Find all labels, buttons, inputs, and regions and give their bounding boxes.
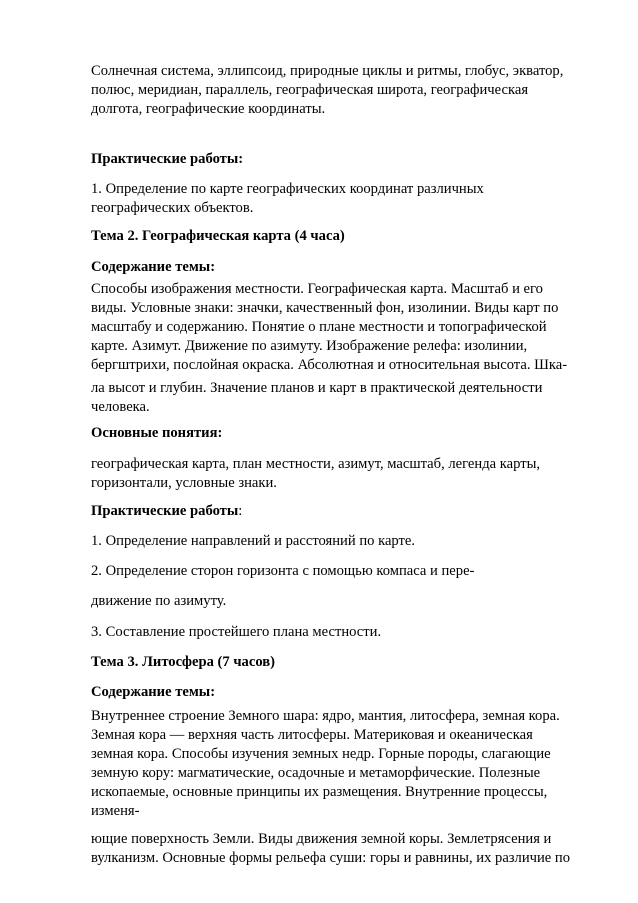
text-line: виды. Условные знаки: значки, качественный фон, изолинии. Виды карт по xyxy=(91,300,559,316)
text-line: ющие поверхность Земли. Виды движения земной коры. Землетрясения и xyxy=(91,831,552,847)
text-line: 1. Определение по карте географических координат различных xyxy=(91,181,484,197)
topic-content-heading: Содержание темы: xyxy=(91,684,216,700)
topic-2-content-paragraph xyxy=(91,280,611,375)
text-line: человека. xyxy=(91,399,150,415)
text-line: земную кору: магматические, осадочные и метаморфические. Полезные xyxy=(91,765,541,781)
main-concepts-heading: Основные понятия: xyxy=(91,425,223,441)
topic-2-heading: Тема 2. Географическая карта (4 часа) xyxy=(91,228,345,244)
text-line: земная кора. Способы изучения земных недр. Горные породы, слагающие xyxy=(91,746,551,762)
practical-works-item: 2. Определение сторон горизонта с помощью компаса и пере- xyxy=(91,563,475,579)
text-line: бергштрихи, послойная окраска. Абсолютная и относительная высота. Шка- xyxy=(91,357,568,373)
topic-content-heading: Содержание темы: xyxy=(91,259,216,275)
text-line: ископаемые, основные принципы их размещения. Внутренние процессы, xyxy=(91,784,548,800)
text-line: географическая карта, план местности, азимут, масштаб, легенда карты, xyxy=(91,456,541,472)
text-line: Способы изображения местности. Географическая карта. Масштаб и его xyxy=(91,281,543,297)
topic-3-content-continued xyxy=(91,830,611,868)
main-concepts-paragraph xyxy=(91,455,611,493)
text-line: вулканизм. Основные формы рельефа суши: горы и равнины, их различие по xyxy=(91,850,571,866)
text-line: ла высот и глубин. Значение планов и карт в практической деятельности xyxy=(91,380,543,396)
practical-works-item: 3. Составление простейшего плана местности. xyxy=(91,624,382,640)
practical-works-item xyxy=(91,180,611,218)
text-line: полюс, меридиан, параллель, географическая широта, географическая xyxy=(91,82,529,98)
text-line: Солнечная система, эллипсоид, природные циклы и ритмы, глобус, экватор, xyxy=(91,63,564,79)
practical-works-heading: Практические работы: xyxy=(91,151,244,167)
text-line: горизонтали, условные знаки. xyxy=(91,475,277,491)
topic-3-content-paragraph xyxy=(91,707,611,821)
text-line: Земная кора — верхняя часть литосферы. Материковая и океаническая xyxy=(91,727,533,743)
text-line: изменя- xyxy=(91,803,140,819)
topic-2-content-continued xyxy=(91,379,611,417)
practical-works-item-continued: движение по азимуту. xyxy=(91,593,227,609)
text-line: масштабу и содержанию. Понятие о плане местности и топографической xyxy=(91,319,547,335)
topic-3-heading: Тема 3. Литосфера (7 часов) xyxy=(91,654,275,670)
text-line: долгота, географические координаты. xyxy=(91,101,326,117)
text-line: карте. Азимут. Движение по азимуту. Изображение релефа: изолинии, xyxy=(91,338,528,354)
text-line: Внутреннее строение Земного шара: ядро, мантия, литосфера, земная кора. xyxy=(91,708,560,724)
practical-works-item: 1. Определение направлений и расстояний по карте. xyxy=(91,533,416,549)
intro-paragraph xyxy=(91,62,611,119)
practical-works-heading: Практические работы: xyxy=(91,503,243,519)
text-line: географических объектов. xyxy=(91,200,254,216)
